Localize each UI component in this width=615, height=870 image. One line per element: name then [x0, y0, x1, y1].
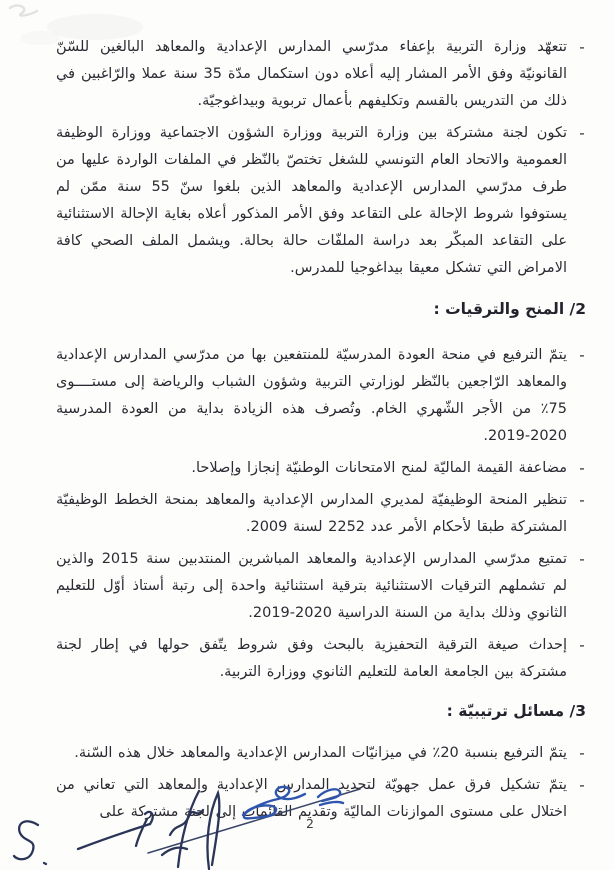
bullet-text: يتمّ الترفيع بنسبة 20٪ في ميزانيّات المدارس الإعدادية والمعاهد خلال هذه السّنة.	[74, 745, 567, 761]
bullet-dash-icon: -	[579, 776, 585, 794]
list-item	[56, 632, 588, 686]
bullet-text: تكون لجنة مشتركة بين وزارة التربية ووزارة الشؤون الاجتماعية ووزارة الوظيفة العمومية والاتحاد العام التونسي للشغل تختصّ بالنّظر في الملفات الواردة عليها من طرف مدرّسي المدارس الإعدادية والمعاهد الذين بلغوا سنّ 55 سنة ممّن لم يستوفوا شروط الإحالة على التقاعد وفق الأمر المذكور أعلاه بغاية الإحالة الاستثنائية على التقاعد المبكّر بعد دراسة الملفّات حالة بحالة. ويشمل الملف الصحي كافة الامراض التي تشكل معيقا بيداغوجيا للمدرس.	[56, 125, 567, 276]
bullet-dash-icon: -	[579, 124, 585, 142]
bullet-dash-icon: -	[579, 636, 585, 654]
list-item	[56, 120, 588, 282]
bullet-text: مضاعفة القيمة الماليّة لمنح الامتحانات الوطنيّة إنجازا وإصلاحا.	[191, 460, 567, 476]
list-item	[56, 487, 588, 541]
bullet-dash-icon: -	[579, 459, 585, 477]
bullet-dash-icon: -	[579, 491, 585, 509]
list-item	[56, 342, 588, 450]
list-item	[56, 455, 588, 482]
bullet-dash-icon: -	[579, 38, 585, 56]
bullet-dash-icon: -	[579, 550, 585, 568]
bullet-text: إحداث صيغة الترقية التحفيزية بالبحث وفق شروط يتّفق حولها في إطار لجنة مشتركة بين الجامعة العامة للتعليم الثانوي ووزارة التربية.	[56, 637, 567, 680]
bullet-dash-icon: -	[579, 346, 585, 364]
section-heading-arrangements: 3/ مسائل ترتيبيّة :	[446, 702, 586, 720]
list-item	[56, 34, 588, 115]
page-number: 2	[306, 816, 314, 831]
bullet-text: يتمّ تشكيل فرق عمل جهويّة لتحديد المدارس الإعدادية والمعاهد التي تعاني من اختلال على مستوى الموازنات الماليّة وتقديم القائمات إلى لجنة مشتركة على	[56, 777, 567, 820]
document-body	[56, 34, 588, 831]
section-heading-grants: 2/ المنح والترقيات :	[433, 300, 586, 318]
list-item	[56, 740, 588, 767]
bullet-text: تنظير المنحة الوظيفيّة لمديري المدارس الإعدادية والمعاهد بمنحة الخطط الوظيفيّة المشتركة طبقا لأحكام الأمر عدد 2252 لسنة 2009.	[56, 492, 567, 535]
bullet-dash-icon: -	[579, 744, 585, 762]
bullet-text: تتعهّد وزارة التربية بإعفاء مدرّسي المدارس الإعدادية والمعاهد البالغين للسّنّ القانونيّة وفق الأمر المشار إليه أعلاه دون استكمال مدّة 35 سنة عملا والرّاغبين في ذلك من التدريس بالقسم وتكليفهم بأعمال تربوية وبيداغوجيّة.	[56, 39, 567, 109]
bullet-text: يتمّ الترفيع في منحة العودة المدرسيّة للمنتفعين بها من مدرّسي المدارس الإعدادية والمعاهد الرّاجعين بالنّظر لوزارتي التربية وشؤون الشباب والرياضة إلى مستــــوى 75٪ من الأجر الشّهري الخام. وتُصرف هذه الزيادة بداية من العودة المدرسية 2020-2019.	[56, 347, 567, 444]
list-item	[56, 772, 588, 826]
bullet-text: تمتيع مدرّسي المدارس الإعدادية والمعاهد المباشرين المنتدبين سنة 2015 والذين لم تشملهم الترقيات الاستثنائية بترقية استثنائية واحدة إلى رتبة أستاذ أوّل للتعليم الثانوي وذلك بداية من السنة الدراسية 2020-2019.	[56, 551, 567, 621]
list-item	[56, 546, 588, 627]
